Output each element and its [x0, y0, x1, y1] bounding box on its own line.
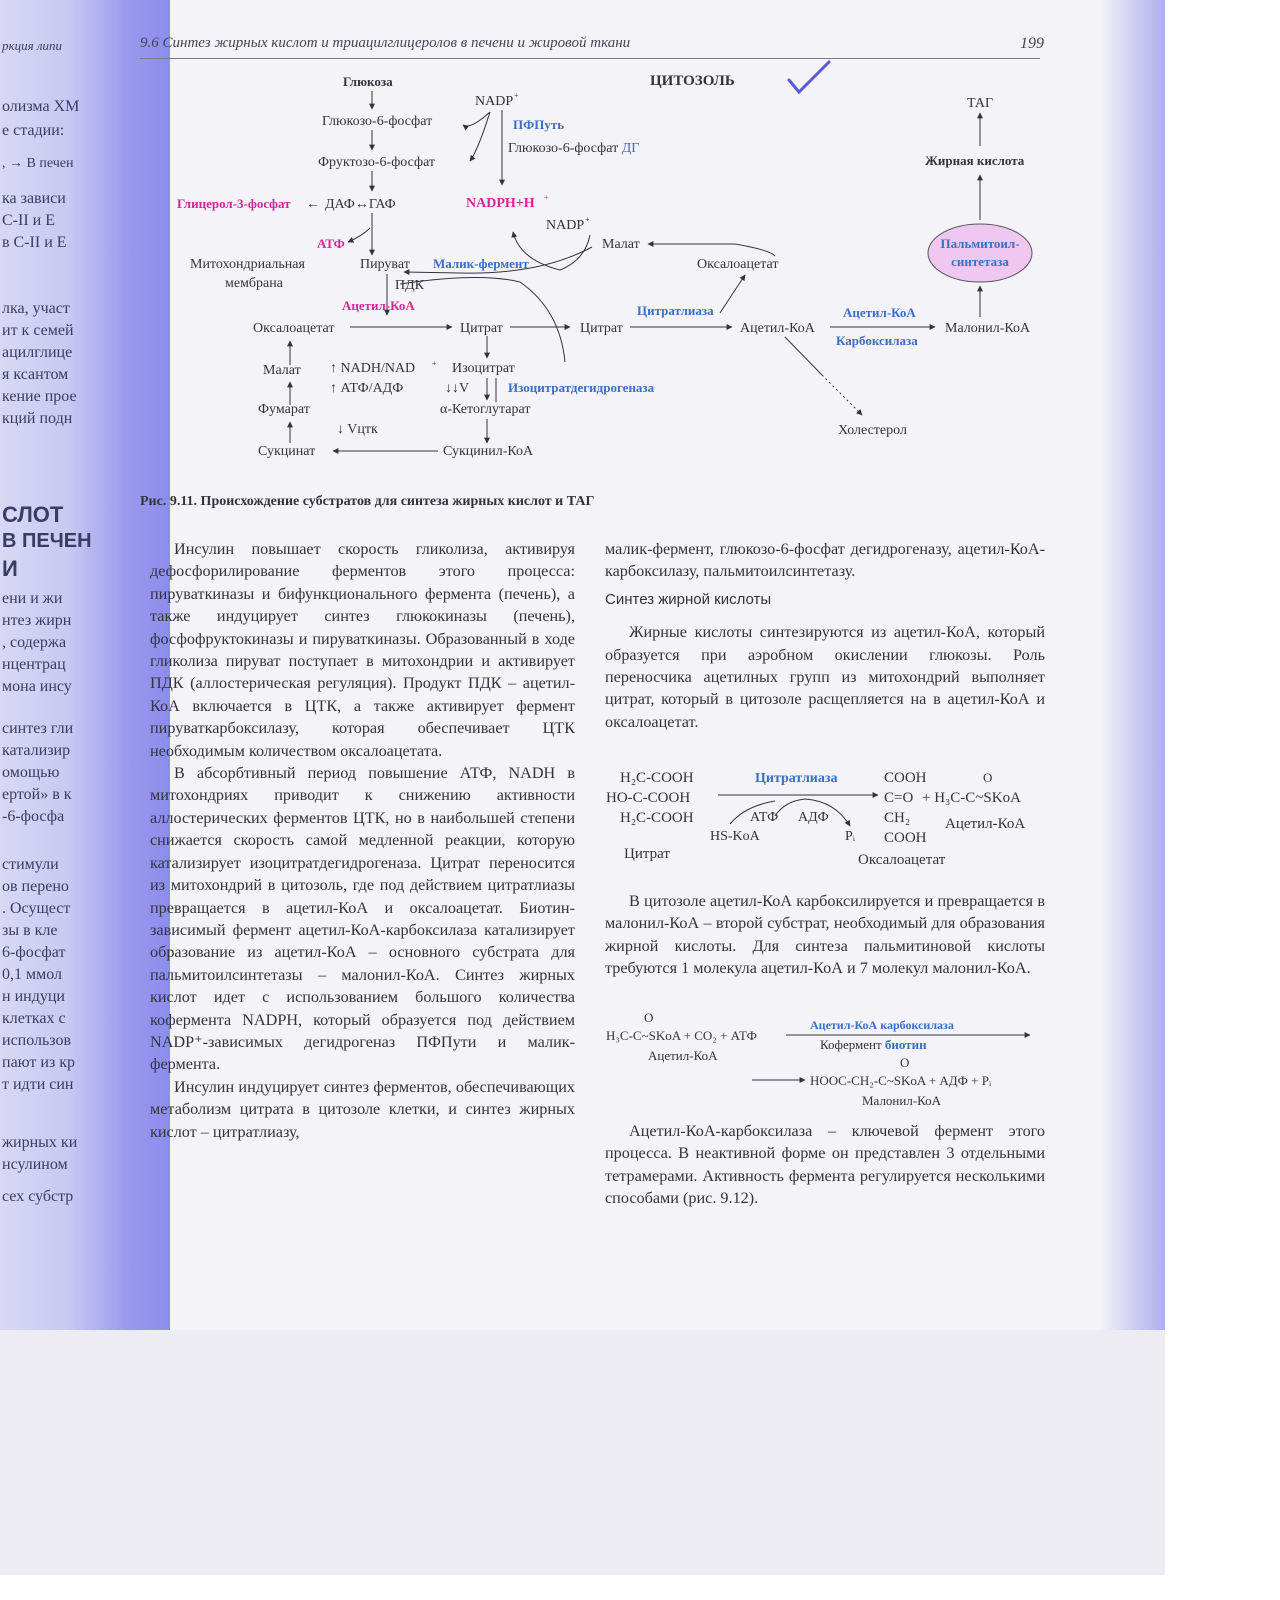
g6p-dh: Глюкозо-6-фосфат ДГ: [508, 141, 640, 156]
margin-fragment: ертой» в к: [2, 786, 72, 803]
margin-fragment: омощью: [2, 764, 60, 781]
malic-enzyme: Малик-фермент: [433, 256, 529, 271]
v-ctk: ↓ Vцтк: [337, 422, 378, 437]
acc-reaction: [600, 1008, 1050, 1113]
margin-fragment: зы в кле: [2, 922, 58, 939]
left-column: [150, 538, 575, 1143]
citrate-mito: Цитрат: [460, 321, 503, 336]
palmitoyl-synthetase-2: синтетаза: [951, 254, 1009, 269]
fumarate: Фумарат: [258, 402, 310, 417]
tag: ТАГ: [967, 96, 994, 111]
citrate-name: Цитрат: [624, 846, 670, 862]
margin-fragment: сех субстр: [2, 1188, 74, 1205]
citrate-lyase-label: Цитратлиаза: [755, 771, 838, 786]
margin-fragment: кение прое: [2, 388, 77, 405]
oxygen-atom: O: [983, 770, 993, 785]
malate-mito: Малат: [263, 363, 301, 378]
citrate-formula-3: H₂C-COOH: [620, 810, 694, 826]
malonyl-coa-name: Малонил-КоА: [862, 1093, 942, 1108]
oxygen-atom: O: [900, 1055, 910, 1070]
oaa-formula-1: COOH: [884, 770, 927, 786]
acetyl-formula: + H₃C-C~SKoA: [922, 790, 1021, 806]
nadph: NADPH+H: [466, 196, 535, 211]
citrate-formula-2: HO-C-COOH: [606, 790, 691, 806]
margin-fragment: т идти син: [2, 1076, 74, 1093]
scan-edge-shadow: [1100, 0, 1165, 1330]
acetyl-coa-cytosol: Ацетил-КоА: [740, 321, 815, 336]
sup-plus: +: [432, 359, 437, 368]
acetyl-coa-name: Ацетил-КоА: [648, 1048, 718, 1063]
margin-fragment: жирных ки: [2, 1134, 78, 1151]
citrate-lyase: Цитратлиаза: [637, 303, 714, 318]
section-heading: Синтез жирной кислоты: [605, 590, 772, 608]
oaa-formula-3: CH₂: [884, 810, 911, 826]
sup-plus: +: [585, 215, 590, 224]
margin-fragment: ацилглице: [2, 344, 73, 361]
atp-adp-ratio: ↑ АТФ/АДФ: [330, 381, 404, 396]
nadp-top: NADP: [475, 94, 514, 109]
scan-bottom-band: [0, 1330, 1165, 1575]
pdk: ПДК: [395, 278, 424, 293]
malate-cytosol: Малат: [602, 237, 640, 252]
margin-fragment: ов перено: [2, 878, 69, 895]
succinate: Сукцинат: [258, 444, 316, 459]
margin-fragment: . Осущест: [2, 900, 71, 917]
cofactor-label: Кофермент биотин: [820, 1037, 927, 1052]
margin-fragment: 0,1 ммол: [2, 966, 63, 983]
fatty-acid: Жирная кислота: [925, 153, 1025, 168]
margin-fragment: лка, участ: [2, 300, 70, 317]
oxygen-atom: O: [644, 1010, 654, 1025]
hs-koa: HS-KoA: [710, 829, 760, 844]
dhap-gap: ДАФ↔ГАФ: [325, 197, 396, 212]
sup-plus: +: [514, 91, 519, 100]
margin-fragment: мона инсу: [2, 678, 72, 695]
phosphate: Pᵢ: [845, 829, 856, 844]
margin-heading-fragment: И: [2, 556, 18, 581]
glycerol-3-phosphate: Глицерол-3-фосфат: [177, 196, 291, 211]
isocitrate: Изоцитрат: [452, 361, 515, 376]
paragraph: Инсулин индуцирует синтез ферментов, обеспечивающих метаболизм цитрата в цитозоле клетки, и синтез жирных кислот – цитратлиазу,: [150, 1077, 575, 1141]
isocitrate-dh: Изоцитратдегидрогеназа: [508, 380, 655, 395]
arrow-text: ←: [306, 197, 320, 212]
page-number: 199: [1020, 35, 1044, 52]
nadh-nad: ↑ NADH/NAD: [330, 361, 416, 376]
margin-fragment: , → В печен: [2, 156, 74, 171]
pathway-diagram: [0, 60, 1100, 500]
cytosol-label: ЦИТОЗОЛЬ: [650, 73, 735, 89]
margin-fragment: я ксантом: [2, 366, 69, 383]
mito-membrane-label: Митохондриальная: [190, 257, 305, 272]
oaa-formula-2: C=O: [884, 790, 914, 806]
margin-fragment: синтез гли: [2, 720, 74, 737]
curved-arrow: [400, 277, 565, 362]
palmitoyl-synthetase: Пальмитоил-: [940, 236, 1020, 251]
paragraph: Ацетил-КоА-карбоксилаза – ключевой фермент этого процесса. В неактивной форме он представлен 3 отдельными тетрамерами. Активность фермента регулируется несколькими способами (рис. 9.12).: [605, 1122, 1045, 1208]
margin-fragment: н индуци: [2, 988, 65, 1005]
margin-fragment: нтез жирн: [2, 612, 72, 629]
dashed-arrow: [822, 375, 862, 415]
acetyl-left-formula: H₃C-C~SKoA + CO₂ + АТФ: [606, 1028, 757, 1043]
paragraph: Инсулин повышает скорость гликолиза, активируя дефосфорилирование ферментов этого процесса: пируваткиназы и бифункционального фермента (печень), а также индуцирует синтез глюкокиназы (печень), фосфофруктокиназы и пируваткиназы. Образованный в ходе гликолиза пируват поступает в митохондрии и активирует ПДК (аллостерическая регуляция). Продукт ПДК – ацетил-КоА включается в ЦТК, а также активирует фермент пируваткарбоксилазу, которая обеспечивает ЦТК необходимым количеством оксалоацетата.: [150, 540, 575, 760]
margin-heading-fragment: В ПЕЧЕН: [2, 530, 92, 552]
margin-fragment: стимули: [2, 856, 59, 873]
mito-membrane-label-2: мембрана: [225, 276, 283, 291]
oxaloacetate-cytosol: Оксалоацетат: [697, 257, 779, 272]
margin-fragment: е стадии:: [2, 122, 65, 139]
margin-fragment: нцентрац: [2, 656, 66, 673]
curved-arrow: [470, 112, 490, 161]
margin-fragment: С-II и Е: [2, 212, 55, 229]
acc-enzyme-2: Карбоксилаза: [836, 333, 918, 348]
acetyl-coa-pink: Ацетил-КоА: [342, 298, 415, 313]
pyruvate: Пируват: [360, 257, 410, 272]
sup-plus: +: [544, 193, 549, 202]
connector: [735, 244, 775, 256]
atp: АТФ: [750, 810, 779, 825]
citrate-lyase-reaction: [600, 766, 1070, 876]
succinyl-coa: Сукцинил-КоА: [443, 444, 534, 459]
right-column: [605, 538, 1045, 733]
paragraph: малик-фермент, глюкозо-6-фосфат дегидрогеназу, ацетил-КоА-карбоксилазу, пальмитоилсинтетазу.: [605, 540, 1045, 581]
margin-fragment: ка зависи: [2, 190, 66, 207]
margin-fragment: использов: [2, 1032, 72, 1049]
right-column-p3: [605, 1120, 1045, 1210]
margin-fragment: катализир: [2, 742, 71, 759]
margin-fragment: , содержа: [2, 634, 67, 651]
margin-fragment: 6-фосфат: [2, 944, 66, 961]
right-column-p2: [605, 890, 1045, 980]
margin-fragment: клетках с: [2, 1010, 66, 1027]
margin-fragment: ит к семей: [2, 322, 74, 339]
acc-enzyme-label: Ацетил-КоА карбоксилаза: [810, 1018, 954, 1032]
palmitoyl-synthetase-ellipse: [928, 224, 1032, 282]
margin-fragment: в С-II и Е: [2, 234, 67, 251]
atp-pink: АТФ: [317, 236, 345, 251]
arrow: [785, 337, 822, 375]
cholesterol: Холестерол: [838, 423, 907, 438]
glucose: Глюкоза: [343, 74, 393, 89]
margin-fragment: ени и жи: [2, 590, 63, 607]
alpha-kg: α-Кетоглутарат: [440, 402, 531, 417]
adp: АДФ: [798, 810, 829, 825]
pfp: ПФПуть: [513, 117, 565, 132]
citrate-formula-1: H₂C-COOH: [620, 770, 694, 786]
acetyl-coa-name: Ацетил-КоА: [945, 816, 1026, 832]
v-down: ↓↓V: [445, 381, 470, 396]
running-title: 9.6 Синтез жирных кислот и триацилглицеролов в печени и жировой ткани: [140, 35, 631, 51]
citrate-cytosol: Цитрат: [580, 321, 623, 336]
margin-fragment: кций подн: [2, 410, 73, 427]
margin-fragment: -6-фосфа: [2, 808, 65, 825]
margin-fragment: олизма ХМ: [2, 98, 80, 115]
header-rule: [140, 58, 1040, 59]
malonyl-product: HOOC-CH₂-C~SKoA + АДФ + Pᵢ: [810, 1073, 992, 1088]
oxaloacetate-mito: Оксалоацетат: [253, 321, 335, 336]
f6p: Фруктозо-6-фосфат: [318, 155, 436, 170]
curved-arrow: [348, 228, 370, 242]
figure-caption: Рис. 9.11. Происхождение субстратов для синтеза жирных кислот и ТАГ: [140, 494, 595, 509]
acc-enzyme: Ацетил-КоА: [843, 305, 916, 320]
oaa-formula-4: COOH: [884, 830, 927, 846]
g6p: Глюкозо-6-фосфат: [322, 114, 433, 129]
margin-heading-fragment: СЛОТ: [2, 502, 64, 527]
margin-fragment: ркция липи: [2, 38, 63, 53]
margin-fragment: нсулином: [2, 1156, 68, 1173]
malonyl-coa: Малонил-КоА: [945, 321, 1031, 336]
paragraph: В абсорбтивный период повышение АТФ, NADH в митохондриях приводит к снижению активности аллостерических ферментов ЦТК, но в наибольшей степени снижается скорость самой медленной реакции, которую катализирует изоцитратдегидрогеназа. Цитрат переносится из митохондрий в цитозоль, где под действием цитратлиазы превращается в ацетил-КоА и оксалоацетат. Биотин-зависимый фермент ацетил-КоА-карбоксилаза катализирует образование из ацетил-КоА – основного субстрата для пальмитоилсинтетазы – малонил-КоА. Синтез жирных кислот идет с использованием большого количества кофермента NADPH, который образуется под действием NADP⁺-зависимых дегидрогеназ ПФПути и малик-фермента.: [150, 764, 575, 1074]
nadp-mid: NADP: [546, 218, 585, 233]
paragraph: Жирные кислоты синтезируются из ацетил-КоА, который образуется при аэробном окислении глюкозы. Роль переносчика ацетилных групп из митохондрий выполняет цитрат, который в цитозоле расщепляется на в ацетил-КоА и оксалоацетат.: [605, 623, 1045, 731]
curved-arrow: [720, 275, 745, 313]
paragraph: В цитозоле ацетил-КоА карбоксилируется и превращается в малонил-КоА – второй субстрат, необходимый для образования жирной кислоты. Для синтеза пальмитиновой кислоты требуются 1 молекула ацетил-КоА и 7 молекул малонил-КоА.: [605, 892, 1045, 978]
oaa-name: Оксалоацетат: [858, 852, 946, 868]
margin-fragment: пают из кр: [2, 1054, 76, 1071]
